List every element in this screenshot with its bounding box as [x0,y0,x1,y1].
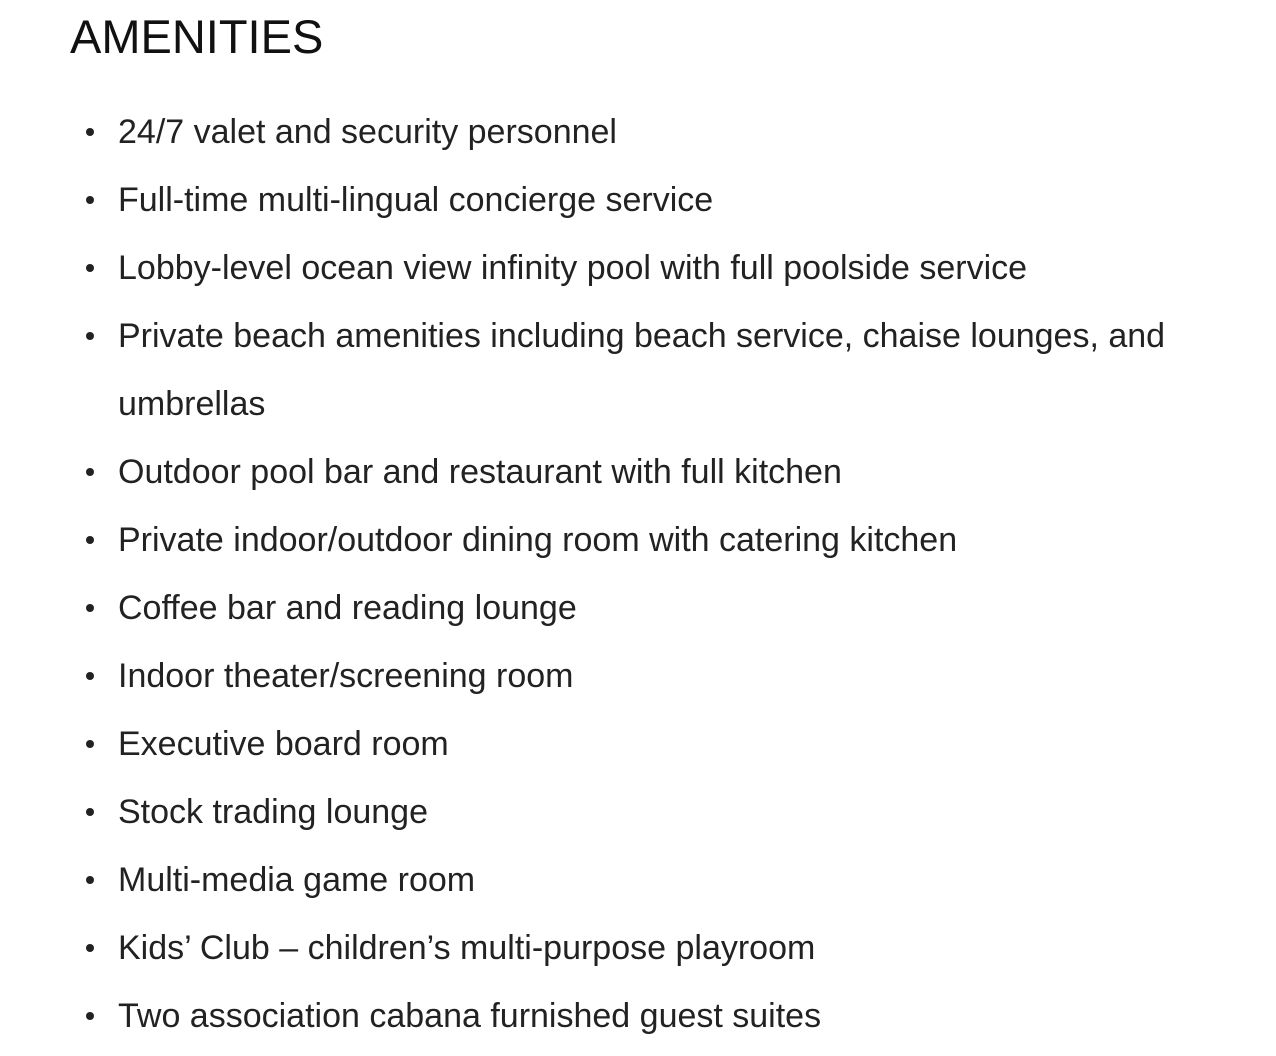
list-item [118,982,1228,1050]
list-item-text: Stock trading lounge [118,793,428,831]
list-item [118,98,1228,166]
bullet-icon [86,332,94,340]
list-item [118,166,1228,234]
list-item [118,914,1228,982]
list-item [118,642,1228,710]
bullet-icon [86,876,94,884]
list-item-text: Outdoor pool bar and restaurant with full kitchen [118,453,842,491]
list-item [118,846,1228,914]
bullet-icon [86,536,94,544]
bullet-icon [86,1012,94,1020]
bullet-icon [86,604,94,612]
bullet-icon [86,264,94,272]
section-heading: AMENITIES [70,10,324,63]
list-item-text: Full-time multi-lingual concierge service [118,181,714,219]
amenities-list [118,98,1228,1050]
bullet-icon [86,944,94,952]
bullet-icon [86,196,94,204]
list-item-text: Private beach amenities including beach service, chaise lounges, and umbrellas [118,317,1166,423]
list-item [118,302,1228,438]
list-item-text: 24/7 valet and security personnel [118,113,617,151]
list-item-text: Indoor theater/screening room [118,657,574,695]
bullet-icon [86,468,94,476]
list-item-text: Executive board room [118,725,449,763]
list-item-text: Two association cabana furnished guest suites [118,997,822,1035]
list-item-text: Kids’ Club – children’s multi-purpose playroom [118,929,816,967]
bullet-icon [86,740,94,748]
bullet-icon [86,672,94,680]
list-item-text: Lobby-level ocean view infinity pool with full poolside service [118,249,1028,287]
list-item [118,438,1228,506]
list-item [118,778,1228,846]
list-item-text: Multi-media game room [118,861,476,899]
bullet-icon [86,128,94,136]
bullet-icon [86,808,94,816]
list-item-text: Coffee bar and reading lounge [118,589,577,627]
list-item [118,234,1228,302]
list-item [118,506,1228,574]
list-item [118,710,1228,778]
list-item-text: Private indoor/outdoor dining room with catering kitchen [118,521,958,559]
list-item [118,574,1228,642]
